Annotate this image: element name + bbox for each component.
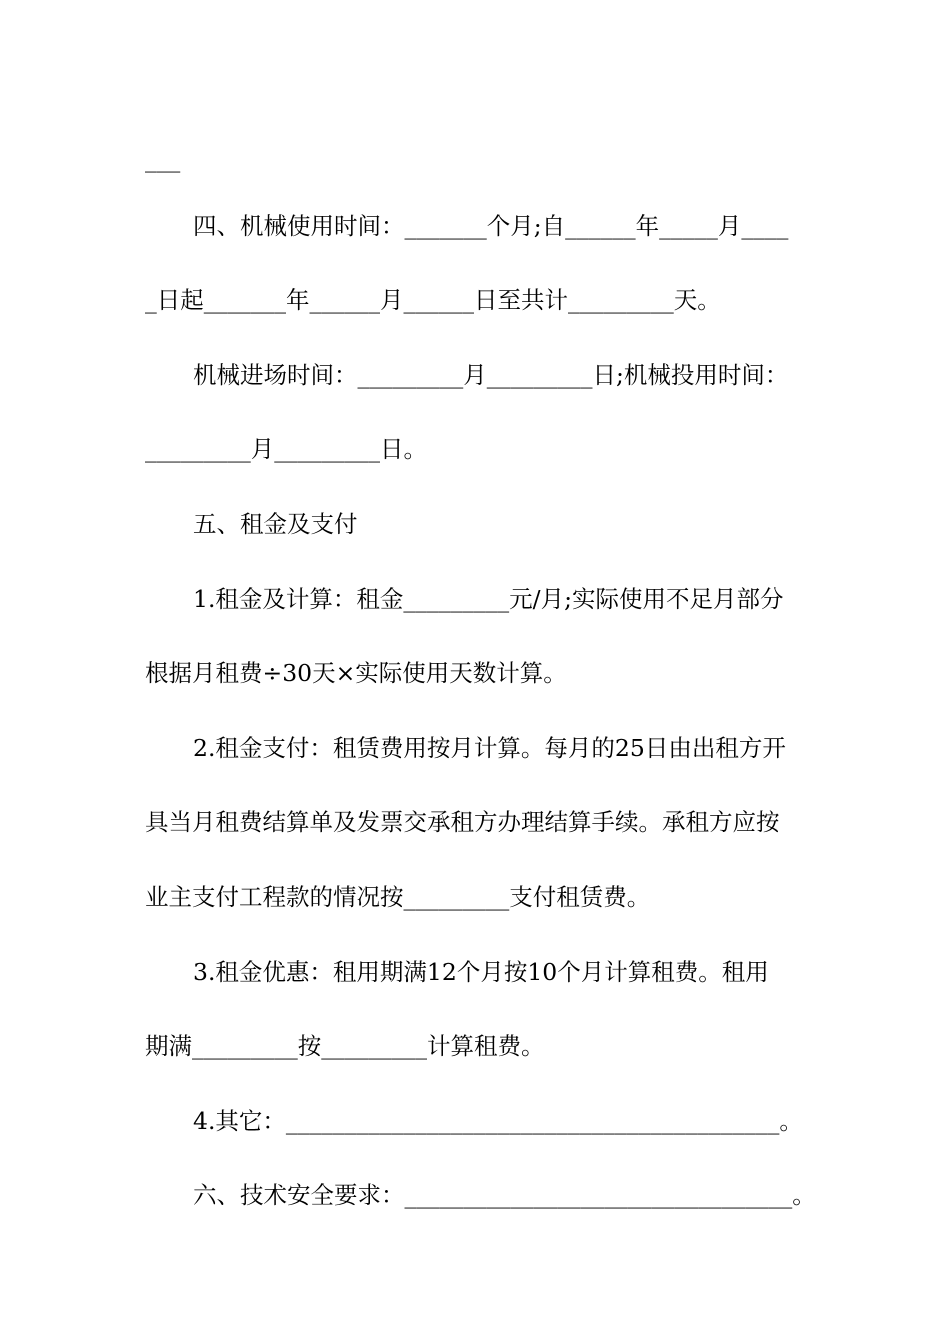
other-line: 4.其它：__________________________________________。 <box>193 1107 803 1135</box>
section-4-usage-time-line-1: 四、机械使用时间：_______个月;自______年_____月____ <box>193 212 789 240</box>
rent-calc-line-1: 1.租金及计算：租金_________元/月;实际使用不足月部分 <box>193 585 784 613</box>
section-4-usage-time-line-2: _日起_______年______月______日至共计_________天。 <box>145 286 721 314</box>
section-6-safety-line: 六、技术安全要求：_________________________________。 <box>193 1181 816 1209</box>
machine-entry-time-line-2: _________月_________日。 <box>145 435 427 463</box>
section-5-heading: 五、租金及支付 <box>193 510 358 538</box>
rent-payment-line-2: 具当月租费结算单及发票交承租方办理结算手续。承租方应按 <box>145 808 780 836</box>
machine-entry-time-line-1: 机械进场时间：_________月_________日;机械投用时间： <box>193 361 789 389</box>
rent-discount-line-1: 3.租金优惠：租用期满12个月按10个月计算租费。租用 <box>193 958 769 986</box>
rent-payment-line-1: 2.租金支付：租赁费用按月计算。每月的25日由出租方开 <box>193 734 786 762</box>
rent-payment-line-3: 业主支付工程款的情况按_________支付租赁费。 <box>145 883 651 911</box>
text-line-1: ___ <box>145 145 181 173</box>
rent-calc-line-2: 根据月租费÷30天×实际使用天数计算。 <box>145 659 567 687</box>
rent-discount-line-2: 期满_________按_________计算租费。 <box>145 1032 545 1060</box>
